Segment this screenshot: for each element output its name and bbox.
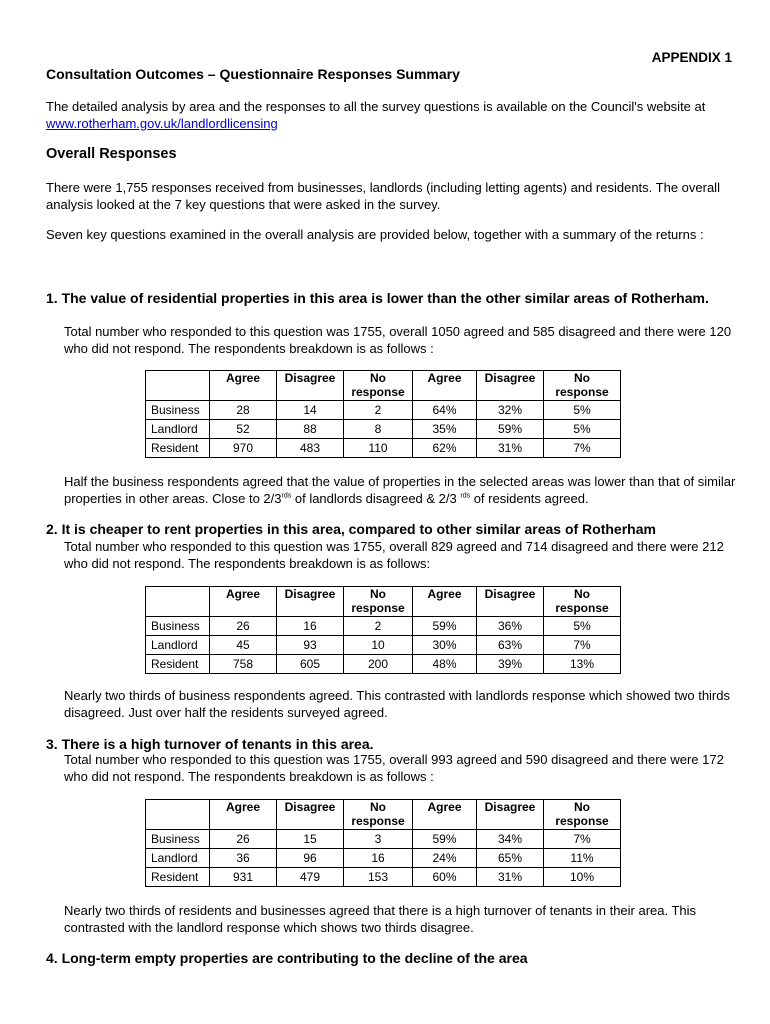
table-cell: 63% xyxy=(477,636,544,655)
table-cell: 110 xyxy=(344,439,413,458)
overall-heading: Overall Responses xyxy=(46,146,177,162)
table-header: No response xyxy=(344,587,413,617)
table-cell: 32% xyxy=(477,401,544,420)
row-label: Business xyxy=(146,401,210,420)
row-label: Business xyxy=(146,830,210,849)
table-cell: 26 xyxy=(210,617,277,636)
table-cell: 2 xyxy=(344,617,413,636)
table-header-row xyxy=(146,800,621,830)
table-cell: 48% xyxy=(413,655,477,674)
question-2-heading: 2. It is cheaper to rent properties in this area, compared to other similar areas of Rotherham xyxy=(46,521,656,537)
table-header: No response xyxy=(544,371,621,401)
table-header xyxy=(146,371,210,401)
table-header xyxy=(146,587,210,617)
table-cell: 36% xyxy=(477,617,544,636)
row-label: Resident xyxy=(146,868,210,887)
table-cell: 10 xyxy=(344,636,413,655)
table-cell: 39% xyxy=(477,655,544,674)
table-cell: 31% xyxy=(477,439,544,458)
table-header: Agree xyxy=(210,800,277,830)
table-cell: 35% xyxy=(413,420,477,439)
table-cell: 60% xyxy=(413,868,477,887)
table-cell: 758 xyxy=(210,655,277,674)
overall-paragraph-1: There were 1,755 responses received from businesses, landlords (including letting agents) and residents. The overall analysis looked at the 7 key questions that were asked in the survey. xyxy=(46,180,720,212)
table-cell: 24% xyxy=(413,849,477,868)
table-header: Disagree xyxy=(277,800,344,830)
table-row xyxy=(146,439,621,458)
table-header: Disagree xyxy=(477,800,544,830)
table-cell: 15 xyxy=(277,830,344,849)
table-cell: 479 xyxy=(277,868,344,887)
intro-text: The detailed analysis by area and the responses to all the survey questions is available on the Council's website at xyxy=(46,99,706,114)
intro-paragraph xyxy=(46,99,736,132)
row-label: Resident xyxy=(146,439,210,458)
table-cell: 5% xyxy=(544,401,621,420)
table-cell: 2 xyxy=(344,401,413,420)
table-header: No response xyxy=(344,800,413,830)
table-row xyxy=(146,655,621,674)
table-header: Disagree xyxy=(477,587,544,617)
row-label: Business xyxy=(146,617,210,636)
table-cell: 5% xyxy=(544,617,621,636)
table-cell: 31% xyxy=(477,868,544,887)
table-header: No response xyxy=(544,587,621,617)
table-cell: 30% xyxy=(413,636,477,655)
table-cell: 16 xyxy=(344,849,413,868)
summary-text: of residents agreed. xyxy=(470,490,589,506)
table-cell: 26 xyxy=(210,830,277,849)
table-cell: 5% xyxy=(544,420,621,439)
table-header: No response xyxy=(344,371,413,401)
table-header: No response xyxy=(544,800,621,830)
table-cell: 931 xyxy=(210,868,277,887)
table-row xyxy=(146,617,621,636)
table-header-row xyxy=(146,587,621,617)
table-cell: 153 xyxy=(344,868,413,887)
table-cell: 96 xyxy=(277,849,344,868)
question-1-intro: Total number who responded to this question was 1755, overall 1050 agreed and 585 disagreed and there were 120 who did not respond. The respondents breakdown is as follows : xyxy=(64,324,732,356)
website-link[interactable]: www.rotherham.gov.uk/landlordlicensing xyxy=(46,115,278,131)
table-cell: 605 xyxy=(277,655,344,674)
page-title: Consultation Outcomes – Questionnaire Responses Summary xyxy=(46,66,460,82)
table-cell: 52 xyxy=(210,420,277,439)
table-cell: 11% xyxy=(544,849,621,868)
question-4-heading: 4. Long-term empty properties are contributing to the decline of the area xyxy=(46,950,528,966)
table-cell: 62% xyxy=(413,439,477,458)
table-header: Agree xyxy=(413,587,477,617)
table-header-row xyxy=(146,371,621,401)
table-row xyxy=(146,636,621,655)
table-cell: 483 xyxy=(277,439,344,458)
table-header: Agree xyxy=(210,371,277,401)
table-row xyxy=(146,420,621,439)
table-cell: 7% xyxy=(544,636,621,655)
table-cell: 13% xyxy=(544,655,621,674)
question-2-table xyxy=(145,586,621,674)
table-cell: 28 xyxy=(210,401,277,420)
table-cell: 7% xyxy=(544,439,621,458)
question-1-summary xyxy=(64,474,744,507)
table-header: Agree xyxy=(413,800,477,830)
table-cell: 93 xyxy=(277,636,344,655)
table-header xyxy=(146,800,210,830)
question-2-summary: Nearly two thirds of business respondents agreed. This contrasted with landlords response which showed two thirds disagreed. Just over half the residents surveyed agreed. xyxy=(64,688,730,720)
table-cell: 65% xyxy=(477,849,544,868)
table-cell: 16 xyxy=(277,617,344,636)
table-cell: 36 xyxy=(210,849,277,868)
overall-paragraph-2: Seven key questions examined in the overall analysis are provided below, together with a summary of the returns : xyxy=(46,227,704,242)
table-row xyxy=(146,830,621,849)
table-cell: 34% xyxy=(477,830,544,849)
table-cell: 3 xyxy=(344,830,413,849)
table-cell: 8 xyxy=(344,420,413,439)
table-cell: 10% xyxy=(544,868,621,887)
table-cell: 200 xyxy=(344,655,413,674)
table-row xyxy=(146,849,621,868)
table-cell: 7% xyxy=(544,830,621,849)
question-3-summary: Nearly two thirds of residents and businesses agreed that there is a high turnover of tenants in their area. This contrasted with the landlord response which shows two thirds disagree. xyxy=(64,903,697,935)
table-cell: 64% xyxy=(413,401,477,420)
table-row xyxy=(146,868,621,887)
summary-text: of landlords disagreed & 2/3 xyxy=(291,490,461,506)
question-1-table xyxy=(145,370,621,458)
table-header: Disagree xyxy=(477,371,544,401)
row-label: Landlord xyxy=(146,636,210,655)
table-header: Disagree xyxy=(277,371,344,401)
table-row xyxy=(146,401,621,420)
row-label: Landlord xyxy=(146,420,210,439)
superscript: rds xyxy=(460,492,471,500)
table-header: Disagree xyxy=(277,587,344,617)
table-cell: 59% xyxy=(413,830,477,849)
appendix-label: APPENDIX 1 xyxy=(651,50,732,65)
table-header: Agree xyxy=(210,587,277,617)
summary-text: Half the business respondents agreed that the value of properties in the selected areas was lower than that of similar properties in other areas. Close to 2/3 xyxy=(64,474,736,506)
table-cell: 45 xyxy=(210,636,277,655)
table-cell: 59% xyxy=(477,420,544,439)
question-3-heading: 3. There is a high turnover of tenants in this area. xyxy=(46,736,374,752)
table-cell: 14 xyxy=(277,401,344,420)
row-label: Landlord xyxy=(146,849,210,868)
question-3-table xyxy=(145,799,621,887)
table-cell: 970 xyxy=(210,439,277,458)
superscript: rds xyxy=(281,492,292,500)
table-header: Agree xyxy=(413,371,477,401)
table-cell: 59% xyxy=(413,617,477,636)
question-2-intro: Total number who responded to this question was 1755, overall 829 agreed and 714 disagreed and there were 212 who did not respond. The respondents breakdown is as follows: xyxy=(64,539,724,571)
question-1-heading: 1. The value of residential properties in this area is lower than the other similar areas of Rotherham. xyxy=(46,290,709,306)
question-3-intro: Total number who responded to this question was 1755, overall 993 agreed and 590 disagreed and there were 172 who did not respond. The respondents breakdown is as follows : xyxy=(64,752,724,784)
row-label: Resident xyxy=(146,655,210,674)
table-cell: 88 xyxy=(277,420,344,439)
